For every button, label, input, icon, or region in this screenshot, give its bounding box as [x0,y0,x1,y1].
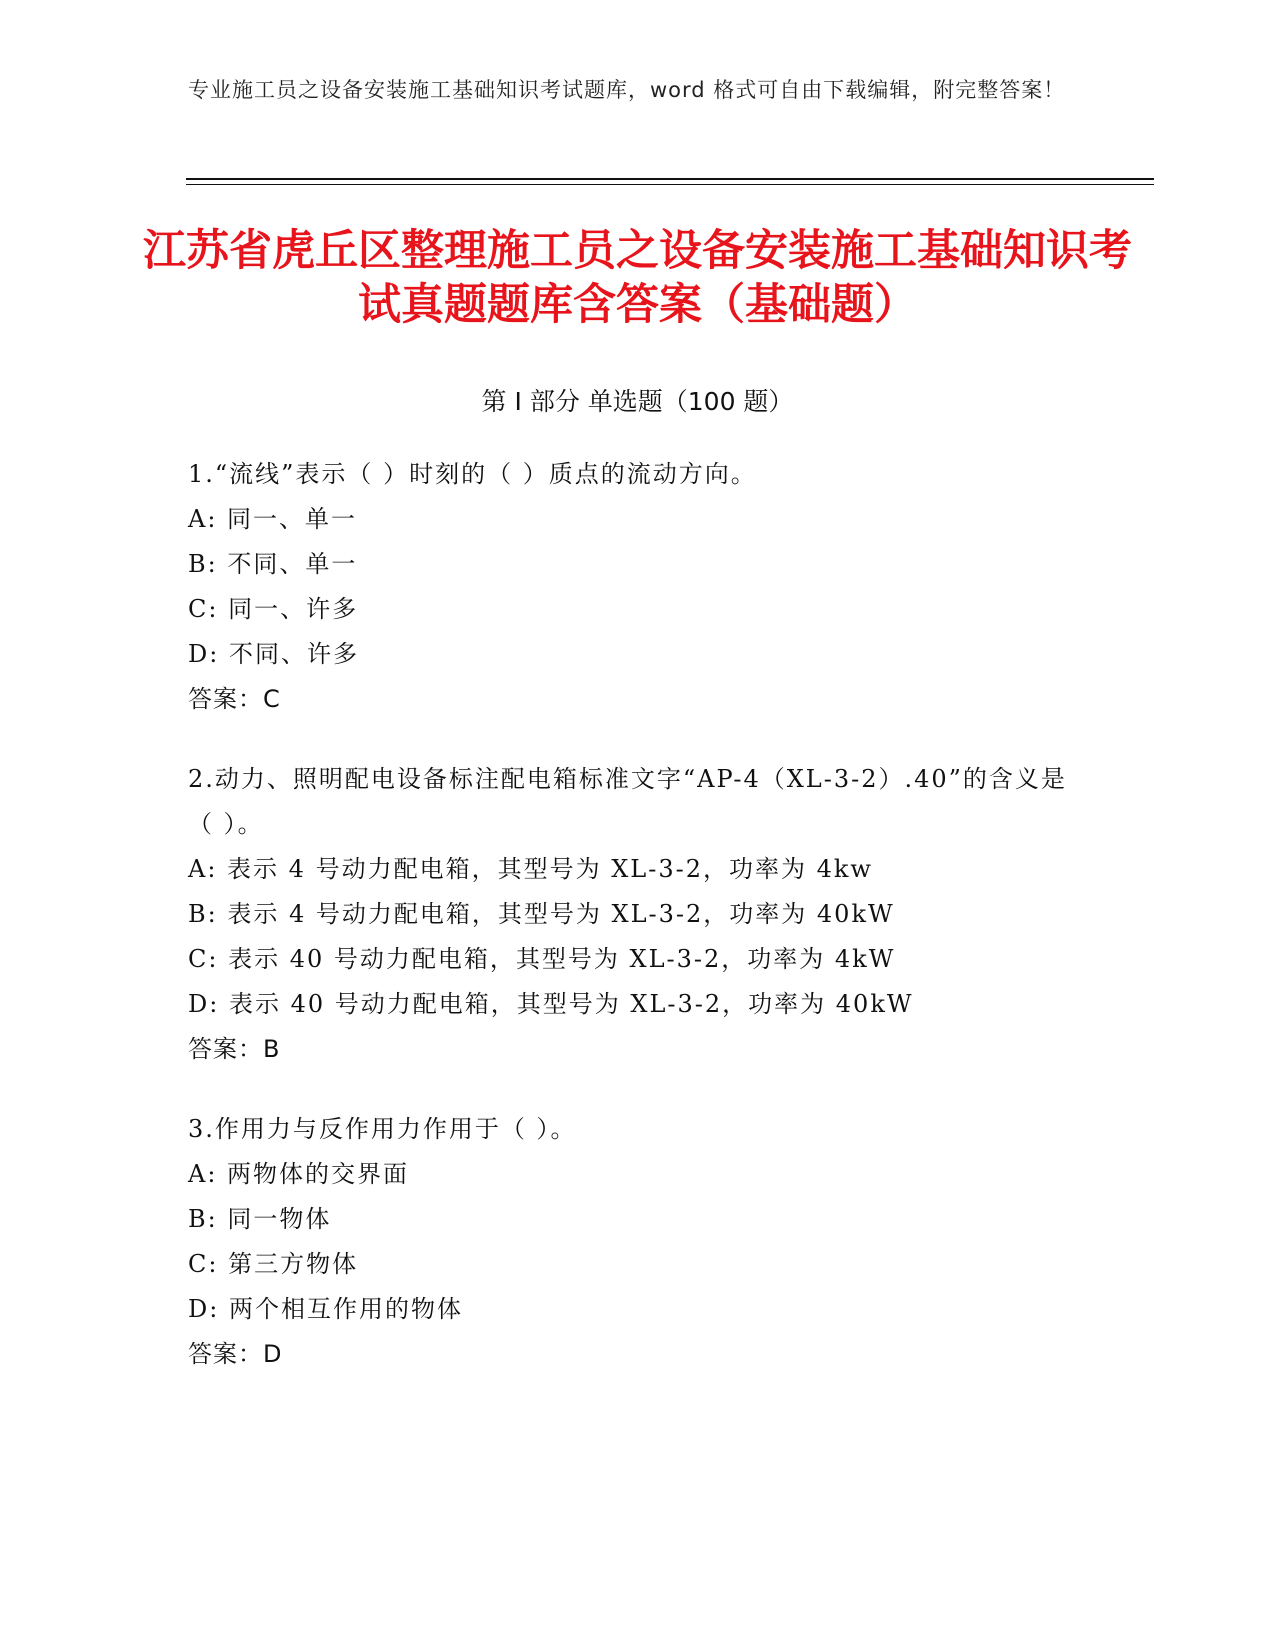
header-note: 专业施工员之设备安装施工基础知识考试题库，word 格式可自由下载编辑，附完整答案！ [188,78,1066,102]
question-1 [188,452,1088,722]
question-stem: 1.“流线”表示（ ）时刻的（ ）质点的流动方向。 [188,460,757,488]
question-stem: 3.作用力与反作用力作用于（ ）。 [188,1115,577,1143]
option-b: B: 不同、单一 [188,550,358,578]
document-title: 江苏省虎丘区整理施工员之设备安装施工基础知识考试真题题库含答案（基础题） [143,226,1132,330]
option-b: B: 同一物体 [188,1205,332,1233]
question-2 [188,757,1088,1072]
option-d: D: 不同、许多 [188,640,359,668]
option-d: D: 表示 40 号动力配电箱，其型号为 XL-3-2，功率为 40kW [188,990,914,1018]
answer-label: 答案：B [188,1035,281,1063]
header-divider-thick [186,178,1154,180]
option-c: C: 表示 40 号动力配电箱，其型号为 XL-3-2，功率为 4kW [188,945,896,973]
question-3 [188,1107,1088,1377]
option-c: C: 第三方物体 [188,1250,359,1278]
option-a: A: 同一、单一 [188,505,358,533]
option-c: C: 同一、许多 [188,595,359,623]
header-divider-thin [186,184,1154,185]
answer-label: 答案：C [188,685,281,713]
answer-label: 答案：D [188,1340,283,1368]
option-a: A: 表示 4 号动力配电箱，其型号为 XL-3-2，功率为 4kw [188,855,873,883]
option-d: D: 两个相互作用的物体 [188,1295,463,1323]
question-stem: 2.动力、照明配电设备标注配电箱标准文字“AP-4（XL-3-2）.40”的含义是（ ）。 [188,765,1067,838]
section-heading: 第 I 部分 单选题（100 题） [481,387,794,416]
option-b: B: 表示 4 号动力配电箱，其型号为 XL-3-2，功率为 40kW [188,900,895,928]
option-a: A: 两物体的交界面 [188,1160,410,1188]
